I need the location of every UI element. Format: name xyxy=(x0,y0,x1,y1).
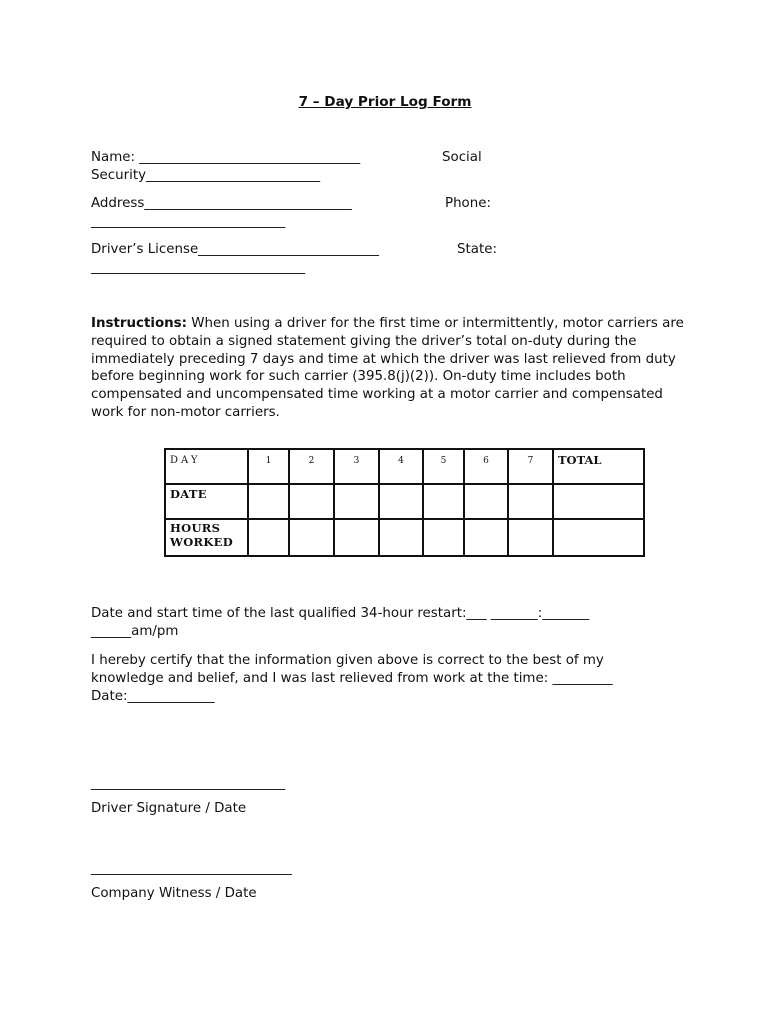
hours-cell-total[interactable] xyxy=(553,519,644,556)
date-cell-2[interactable] xyxy=(289,484,334,519)
seven-day-log-table xyxy=(164,448,645,557)
instructions-label: Instructions: xyxy=(91,316,188,331)
hours-cell-5[interactable] xyxy=(423,519,464,556)
date-cell-4[interactable] xyxy=(379,484,423,519)
address-field-line: Address_______________________________ xyxy=(91,196,352,211)
hours-row xyxy=(165,519,644,556)
date-cell-1[interactable] xyxy=(248,484,289,519)
header-day-6: 6 xyxy=(464,449,508,484)
date-row-label: DATE xyxy=(165,484,248,519)
state-blank-line: ________________________________ xyxy=(91,260,306,275)
date-cell-3[interactable] xyxy=(334,484,379,519)
certify-line-1: I hereby certify that the information given above is correct to the best of my xyxy=(91,653,604,668)
drivers-license-line: Driver’s License___________________________ xyxy=(91,242,379,257)
date-cell-7[interactable] xyxy=(508,484,553,519)
hours-cell-7[interactable] xyxy=(508,519,553,556)
header-day-7: 7 xyxy=(508,449,553,484)
header-total: TOTAL xyxy=(553,449,644,484)
state-label: State: xyxy=(457,242,497,257)
header-day-1: 1 xyxy=(248,449,289,484)
name-field-line: Name: _________________________________ xyxy=(91,150,361,165)
certify-date-line: Date:_____________ xyxy=(91,689,215,704)
hours-cell-1[interactable] xyxy=(248,519,289,556)
hours-cell-2[interactable] xyxy=(289,519,334,556)
phone-label: Phone: xyxy=(445,196,491,211)
date-row xyxy=(165,484,644,519)
social-label: Social xyxy=(442,150,482,165)
instructions-text: When using a driver for the first time or intermittently, motor carriers are required to obtain a signed statement giving the driver’s total on-duty during the immediately preceding 7 days and time at which the driver was last relieved from duty before beginning work for such carrier (395.8(j)(2)). On-duty time includes both compensated and uncompensated time working at a motor carrier and compensated work for non-motor carriers. xyxy=(91,316,684,420)
restart-line-1: Date and start time of the last qualified 34-hour restart:___ _______:_______ xyxy=(91,606,590,621)
restart-line-2: ______am/pm xyxy=(91,624,179,639)
date-cell-5[interactable] xyxy=(423,484,464,519)
witness-signature-line[interactable]: ______________________________ xyxy=(91,861,292,876)
date-cell-total[interactable] xyxy=(553,484,644,519)
social-security-line: Security__________________________ xyxy=(91,168,321,183)
header-day-2: 2 xyxy=(289,449,334,484)
instructions-paragraph xyxy=(91,315,691,422)
certify-line-2: knowledge and belief, and I was last relieved from work at the time: _________ xyxy=(91,671,613,686)
date-cell-6[interactable] xyxy=(464,484,508,519)
header-day-5: 5 xyxy=(423,449,464,484)
hours-row-label: HOURS WORKED xyxy=(165,519,248,556)
table-header-row xyxy=(165,449,644,484)
phone-blank-line: _____________________________ xyxy=(91,214,286,229)
driver-signature-line[interactable]: _____________________________ xyxy=(91,776,286,791)
header-day-4: 4 xyxy=(379,449,423,484)
driver-signature-label: Driver Signature / Date xyxy=(91,801,247,816)
hours-cell-3[interactable] xyxy=(334,519,379,556)
form-title: 7 – Day Prior Log Form xyxy=(298,94,472,110)
header-day: DAY xyxy=(165,449,248,484)
header-day-3: 3 xyxy=(334,449,379,484)
hours-cell-4[interactable] xyxy=(379,519,423,556)
witness-signature-label: Company Witness / Date xyxy=(91,886,257,901)
hours-cell-6[interactable] xyxy=(464,519,508,556)
